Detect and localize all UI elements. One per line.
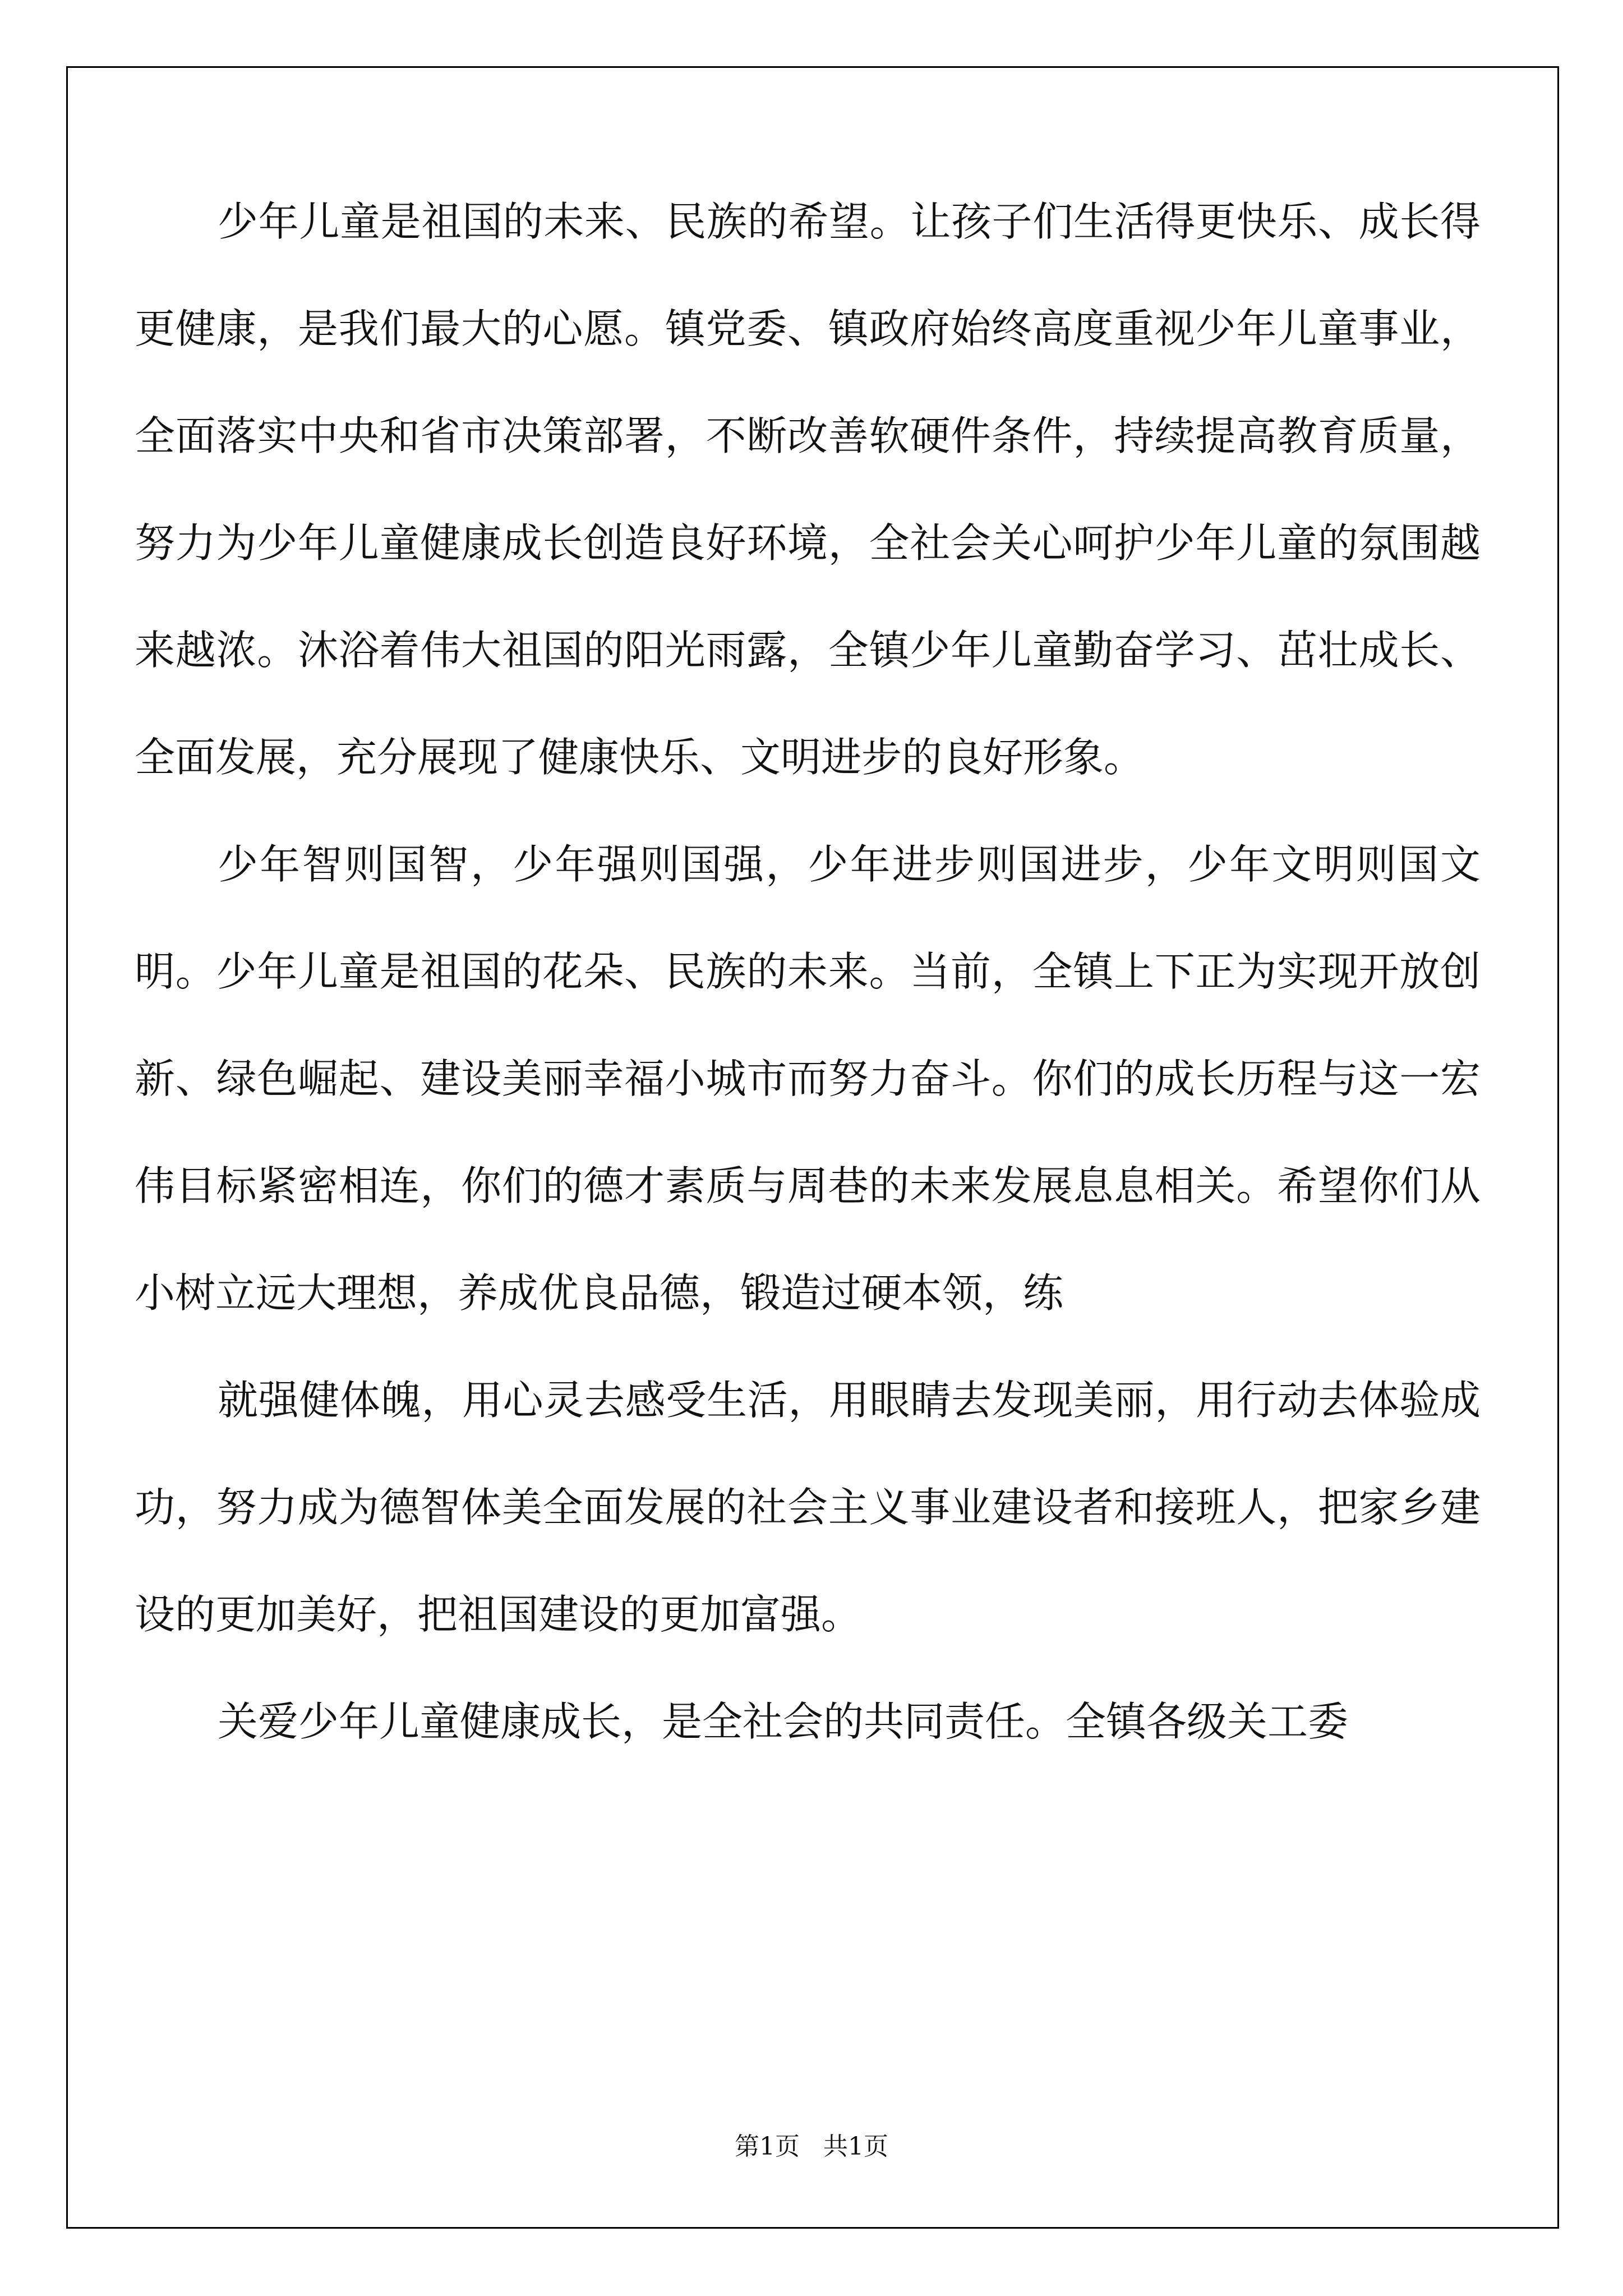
page-number-footer: 第1页 共1页 bbox=[735, 2132, 888, 2161]
document-body bbox=[135, 168, 1481, 1775]
paragraph: 关爱少年儿童健康成长，是全社会的共同责任。全镇各级关工委 bbox=[218, 1698, 1349, 1745]
paragraph: 就强健体魄，用心灵去感受生活，用眼睛去发现美丽，用行动去体验成功，努力成为德智体美全面发展的社会主义事业建设者和接班人，把家乡建设的更加美好，把祖国建设的更加富强。 bbox=[135, 1377, 1481, 1638]
paragraph: 少年儿童是祖国的未来、民族的希望。让孩子们生活得更快乐、成长得更健康，是我们最大的心愿。镇党委、镇政府始终高度重视少年儿童事业，全面落实中央和省市决策部署，不断改善软硬件条件，持续提高教育质量，努力为少年儿童健康成长创造良好环境，全社会关心呵护少年儿童的氛围越来越浓。沐浴着伟大祖国的阳光雨露，全镇少年儿童勤奋学习、茁壮成长、全面发展，充分展现了健康快乐、文明进步的良好形象。 bbox=[135, 198, 1481, 781]
paragraph: 少年智则国智，少年强则国强，少年进步则国进步，少年文明则国文明。少年儿童是祖国的花朵、民族的未来。当前，全镇上下正为实现开放创新、绿色崛起、建设美丽幸福小城市而努力奋斗。你们的成长历程与这一宏伟目标紧密相连，你们的德才素质与周巷的未来发展息息相关。希望你们从小树立远大理想，养成优良品德，锻造过硬本领，练 bbox=[135, 841, 1481, 1317]
